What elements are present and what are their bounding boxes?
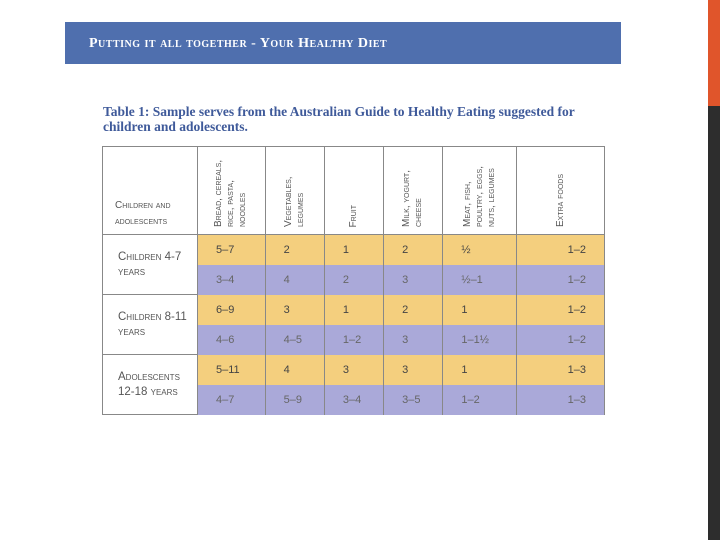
serve-cell: 6–9 (198, 295, 266, 325)
table-row (103, 235, 605, 265)
serve-cell: 5–7 (198, 235, 266, 265)
serves-table (102, 146, 605, 415)
age-group-label: Children 4-7 years (103, 235, 198, 295)
serve-cell: 3 (265, 295, 324, 325)
header-fruit: Fruit (324, 147, 383, 235)
serve-cell: 4–6 (198, 325, 266, 355)
table-row (103, 355, 605, 385)
serve-cell: 3–4 (324, 385, 383, 415)
serve-cell: 5–11 (198, 355, 266, 385)
table-header-row (103, 147, 605, 235)
serve-cell: 1–2 (443, 385, 517, 415)
serve-cell: 2 (324, 265, 383, 295)
serve-cell: 1–3 (517, 385, 605, 415)
serve-cell: 1–1½ (443, 325, 517, 355)
serve-cell: 4 (265, 355, 324, 385)
serve-cell: 1 (443, 355, 517, 385)
age-group-label: Children 8-11 years (103, 295, 198, 355)
table-row (103, 295, 605, 325)
age-group-label: Adolescents 12-18 years (103, 355, 198, 415)
serve-cell: 1–2 (324, 325, 383, 355)
serve-cell: 3 (384, 355, 443, 385)
serve-cell: 1–2 (517, 235, 605, 265)
serve-cell: 3–4 (198, 265, 266, 295)
serve-cell: 5–9 (265, 385, 324, 415)
serve-cell: 4 (265, 265, 324, 295)
header-extra: Extra foods (517, 147, 605, 235)
serve-cell: 1–2 (517, 325, 605, 355)
serve-cell: 3 (324, 355, 383, 385)
serve-cell: 4–7 (198, 385, 266, 415)
serve-cell: 1 (443, 295, 517, 325)
serve-cell: 3 (384, 265, 443, 295)
serve-cell: 2 (384, 235, 443, 265)
header-meat: Meat, fish, poultry, eggs, nuts, legumes (443, 147, 517, 235)
serve-cell: 1 (324, 235, 383, 265)
header-bread: Bread, cereals, rice, pasta, noodles (198, 147, 266, 235)
header-milk: Milk, yogurt, cheese (384, 147, 443, 235)
serve-cell: 4–5 (265, 325, 324, 355)
serve-cell: 3 (384, 325, 443, 355)
serve-cell: 1 (324, 295, 383, 325)
serve-cell: 1–3 (517, 355, 605, 385)
slide-title-banner: Putting it all together - Your Healthy Diet (65, 22, 621, 64)
serve-cell: ½ (443, 235, 517, 265)
serve-cell: 2 (384, 295, 443, 325)
serve-cell: ½–1 (443, 265, 517, 295)
serve-cell: 1–2 (517, 265, 605, 295)
header-age-group: Children and adolescents (103, 147, 198, 235)
table-caption: Table 1: Sample serves from the Australian Guide to Healthy Eating suggested for children and adolescents. (103, 104, 575, 134)
slide-accent-bar (708, 0, 720, 106)
serve-cell: 3–5 (384, 385, 443, 415)
serve-cell: 1–2 (517, 295, 605, 325)
header-vegetables: Vegetables, legumes (265, 147, 324, 235)
serve-cell: 2 (265, 235, 324, 265)
